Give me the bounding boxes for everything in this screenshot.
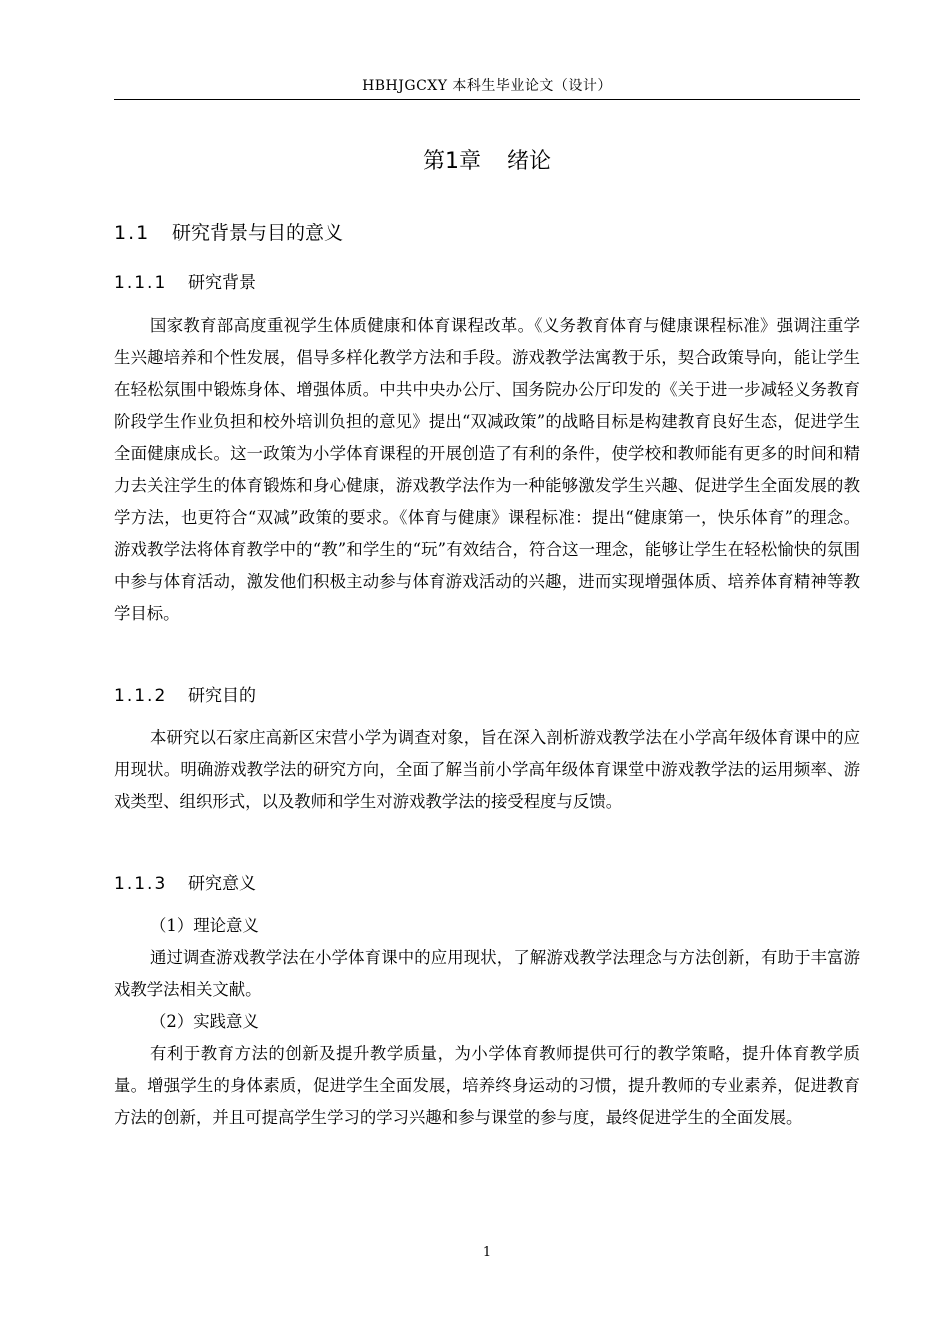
purpose-paragraph: 本研究以石家庄高新区宋营小学为调查对象，旨在深入剖析游戏教学法在小学高年级体育课中的应用现状。明确游戏教学法的研究方向，全面了解当前小学高年级体育课堂中游戏教学法的运用频率、游戏类型、组织形式，以及教师和学生对游戏教学法的接受程度与反馈。	[114, 728, 860, 811]
practice-significance-paragraph: 有利于教育方法的创新及提升教学质量，为小学体育教师提供可行的教学策略，提升体育教学质量。增强学生的身体素质，促进学生全面发展，培养终身运动的习惯，提升教师的专业素养，促进教育方法的创新，并且可提高学生学习的学习兴趣和参与课堂的参与度，最终促进学生的全面发展。	[114, 1044, 860, 1127]
theory-significance-label: （1）理论意义	[150, 916, 259, 935]
section-number: 1.1	[114, 222, 151, 244]
page-number: 1	[482, 1245, 492, 1260]
subsection-heading-1-1-3	[114, 871, 256, 897]
background-paragraph: 国家教育部高度重视学生体质健康和体育课程改革。《义务教育体育与健康课程标准》强调注重学生兴趣培养和个性发展，倡导多样化教学方法和手段。游戏教学法寓教于乐，契合政策导向，能让学生在轻松氛围中锻炼身体、增强体质。中共中央办公厅、国务院办公厅印发的《关于进一步减轻义务教育阶段学生作业负担和校外培训负担的意见》提出“双减政策”的战略目标是构建教育良好生态，促进学生全面健康成长。这一政策为小学体育课程的开展创造了有利的条件，使学校和教师能有更多的时间和精力去关注学生的体育锻炼和身心健康，游戏教学法作为一种能够激发学生兴趣、促进学生全面发展的教学方法，也更符合“双减”政策的要求。《体育与健康》课程标准：提出“健康第一，快乐体育”的理念。游戏教学法将体育教学中的“教”和学生的“玩”有效结合，符合这一理念，能够让学生在轻松愉快的氛围中参与体育活动，激发他们积极主动参与体育游戏活动的兴趣，进而实现增强体质、培养体育精神等教学目标。	[114, 316, 860, 623]
practice-significance-label: （2）实践意义	[150, 1012, 259, 1031]
subsection-heading-1-1-1	[114, 270, 256, 296]
theory-significance-paragraph: 通过调查游戏教学法在小学体育课中的应用现状，了解游戏教学法理念与方法创新，有助于丰富游戏教学法相关文献。	[114, 948, 860, 999]
chapter-label: 第1章	[422, 149, 481, 174]
chapter-name: 绪论	[506, 149, 551, 174]
section-heading-1-1	[114, 219, 343, 247]
running-header: HBHJGCXY 本科生毕业论文（设计）	[362, 78, 612, 94]
subsection-number: 1.1.3	[114, 874, 168, 894]
header-divider	[114, 99, 860, 100]
chapter-title	[114, 146, 860, 178]
subsection-number: 1.1.1	[114, 273, 168, 293]
subsection-title: 研究目的	[188, 686, 256, 706]
subsection-number: 1.1.2	[114, 686, 168, 706]
subsection-title: 研究背景	[188, 273, 256, 293]
subsection-title: 研究意义	[188, 874, 256, 894]
section-title: 研究背景与目的意义	[172, 222, 344, 244]
subsection-heading-1-1-2	[114, 683, 256, 709]
